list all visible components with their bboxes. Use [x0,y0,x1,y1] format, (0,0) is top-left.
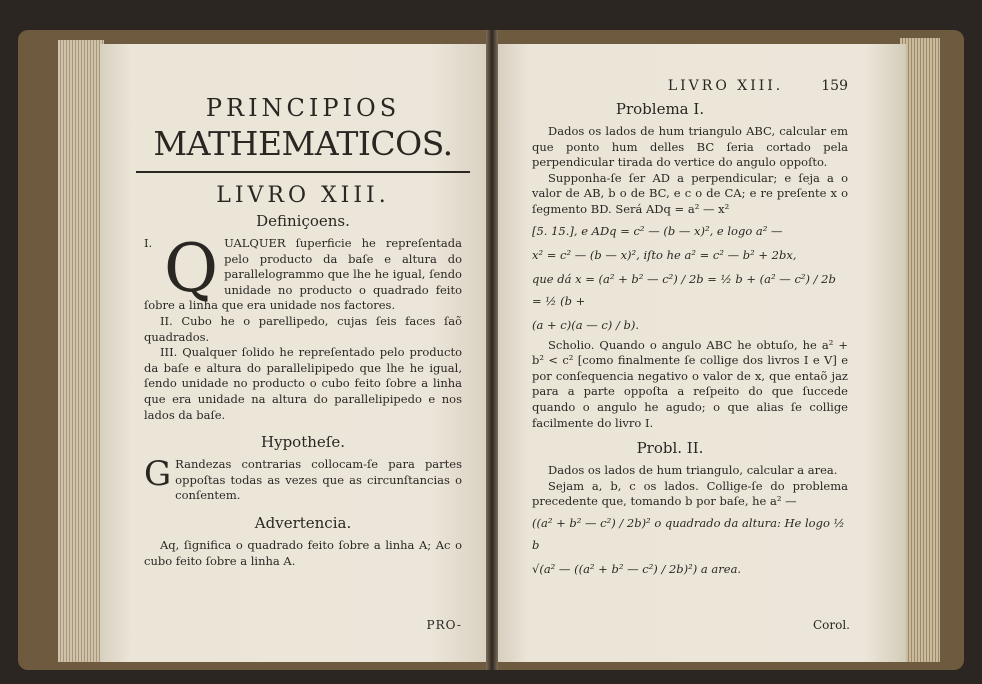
page-number: 159 [821,78,848,94]
right-page-edges [900,38,940,662]
formula-line-4: (a + c)(a — c) / b). [532,317,639,332]
definition-1-number: I. [144,236,153,250]
formula-line-5: ((a² + b² — c²) / 2b)² o quadrado da altura: He logo ½ b [532,515,845,552]
title-line-2: MATHEMATICOS. [153,124,453,163]
advertencia-text: Aq, ſignifica o quadrado feito ſobre a linha A; Ac o cubo feito ſobre a linha A. [144,537,462,568]
problem-1-heading: Problema I. [615,100,705,118]
title-rule [136,171,470,173]
left-page-edges [58,40,104,662]
section-advertencia: Advertencia. [254,513,352,532]
problem-1-solution: Supponha-ſe ſer AD a perpendicular; e ſeja a o valor de AB, b o de BC, e c o de CA; e re preſente x o ſegmento BD. Será ADq = a² — x² [532,170,848,216]
definition-2: II. Cubo he o parellipedo, cujas ſeis faces ſaõ quadrados. [144,313,462,344]
left-page [100,44,488,662]
problem-2-statement: Dados os lados de hum triangulo, calcular a area. [548,463,838,478]
section-definitions: Definiçoens. [256,212,350,230]
section-hypothesis: Hypotheſe. [261,433,345,452]
formula-line-3: que dá x = (a² + b² — c²) / 2b = ½ b + (a² — c²) / 2b = ½ (b + [532,271,836,308]
definition-3: III. Qualquer ſolido he repreſentado pelo producto da baſe e altura do parallelipipedo que lhe he igual, ſendo unidade no producto o cubo feito ſobre a linha que era unidade na altura do parallelipipedo e nos lados da baſe. [144,345,462,422]
formula-line-6: √(a² — ((a² + b² — c²) / 2b)²) a area. [532,561,742,576]
problem-2-solution: Sejam a, b, c os lados. Collige-ſe do problema precedente que, tomando b por baſe, he a² — [532,478,848,509]
problem-1-statement: Dados os lados de hum triangulo ABC, calcular em que ponto hum delles BC ſeria cortado pela perpendicular tirada do vertice do angulo oppoſto. [532,124,848,170]
catchword-left: PRO- [426,618,462,632]
drop-cap-g: G [144,454,172,495]
hypothesis-paragraph [144,454,462,504]
problem-2-heading: Probl. II. [636,439,704,458]
definition-1 [144,230,462,314]
right-page [496,44,906,662]
running-head [532,78,848,94]
drop-cap-q: Q [164,230,219,307]
formula-line-2: x² = c² — (b — x)², iſto he a² = c² — b² + 2bx, [532,247,797,262]
running-head-title: LIVRO XIII. [667,78,784,94]
title-line-1: PRINCIPIOS [205,94,401,122]
book-heading: LIVRO XIII. [216,183,390,208]
formula-line-1: [5. 15.], e ADq = c² — (b — x)², e logo a² — [532,223,783,238]
catchword-right: Corol. [812,618,850,632]
hypothesis-text: Randezas contrarias collocam-ſe para partes oppoſtas todas as vezes que as circunſtancias o conſentem. [175,457,462,503]
definition-1-text: UALQUER ſuperficie he repreſentada pelo producto da baſe e altura do parallelogrammo que lhe he igual, ſendo unidade no producto o quadrado feito ſobre a linha que era unidade nos factores. [144,236,462,313]
book-gutter [486,30,498,670]
scholio-text: Scholio. Quando o angulo ABC he obtuſo, he a² + b² < c² [como finalmente ſe collige dos livros I e V] e por conſequencia negativo o valor de x, que entaõ jaz para a parte oppoſta a reſpeito do que ſuccede quando o angulo he agudo; o que alias ſe collige facilmente do livro I. [532,337,848,430]
